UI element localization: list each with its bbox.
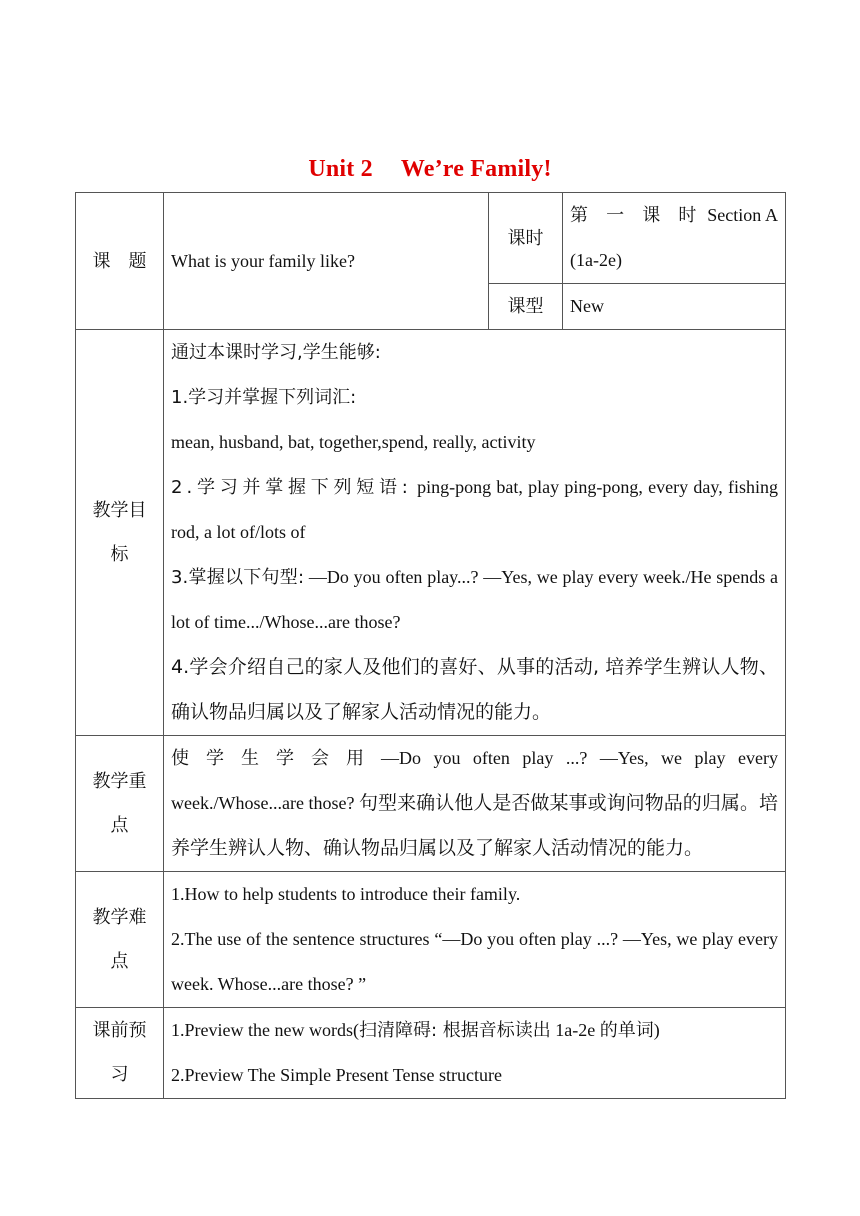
objectives-item-1: 1.学习并掌握下列词汇: [171, 387, 357, 408]
objectives-label-line1: 教学目 [92, 499, 147, 521]
key-points-content-cell [164, 736, 786, 872]
period-value-en: Section A (1a-2e) [570, 205, 778, 270]
preview-label-cell [76, 1008, 164, 1099]
preview-item-1: 1.Preview the new words(扫清障碍: 根据音标读出 1a-2e 的单词) [171, 1020, 660, 1041]
preview-content-cell [164, 1008, 786, 1099]
key-points-label-line2: 点 [110, 814, 129, 836]
objectives-item-1-words: mean, husband, bat, together,spend, really, activity [171, 432, 536, 452]
key-points-label-cell [76, 736, 164, 872]
difficulties-label-cell [76, 872, 164, 1008]
difficulties-label-line1: 教学难 [92, 906, 147, 928]
preview-label-line1: 课前预 [92, 1020, 147, 1041]
objectives-item-2: 2.学习并掌握下列短语: ping-pong bat, play ping-pong, every day, fishing rod, a lot of/lots of [171, 477, 779, 542]
preview-row [76, 1008, 786, 1099]
type-label-cell [489, 284, 563, 330]
difficulties-item-2: 2.The use of the sentence structures “—Do you often play ...? —Yes, we play every week. Whose...are those? ” [171, 929, 778, 994]
difficulties-row [76, 872, 786, 1008]
key-points-text: 使学生学会用—Do you often play ...? —Yes, we play every week./Whose...are those? 句型来确认他人是否做某事或询问物品的归属。培养学生辨认人物、确认物品归属以及了解家人活动情况的能力。 [171, 748, 778, 859]
objectives-item-4: 4.学会介绍自己的家人及他们的喜好、从事的活动, 培养学生辨认人物、确认物品归属以及了解家人活动情况的能力。 [171, 656, 778, 723]
key-points-label-line1: 教学重 [92, 770, 147, 792]
unit-name: We’re Family! [400, 156, 552, 182]
preview-item-2: 2.Preview The Simple Present Tense structure [171, 1065, 503, 1085]
unit-label: Unit 2 [308, 156, 373, 182]
type-value-cell [563, 284, 786, 330]
period-value-cell [563, 193, 786, 284]
difficulties-label-line2: 点 [110, 950, 129, 972]
difficulties-item-1: 1.How to help students to introduce their family. [171, 884, 521, 904]
lesson-plan-table [75, 192, 786, 1099]
period-label-cell [489, 193, 563, 284]
topic-value-cell [164, 193, 489, 330]
topic-label: 课 题 [92, 250, 147, 272]
objectives-label-line2: 标 [110, 543, 129, 565]
objectives-content-cell [164, 330, 786, 736]
difficulties-content-cell [164, 872, 786, 1008]
topic-label-cell [76, 193, 164, 330]
objectives-label-cell [76, 330, 164, 736]
preview-label-line2: 习 [110, 1064, 129, 1085]
document-title [0, 156, 860, 183]
period-label: 课时 [507, 227, 544, 249]
objectives-intro: 通过本课时学习,学生能够: [171, 342, 381, 363]
objectives-row [76, 330, 786, 736]
header-row-1 [76, 193, 786, 284]
type-value: New [570, 296, 604, 316]
type-label: 课型 [507, 296, 544, 317]
period-value-zh: 第 一 课 时 [570, 205, 703, 226]
objectives-item-3: 3.掌握以下句型: —Do you often play...? —Yes, we play every week./He spends a lot of time.../Whose...are those? [171, 567, 778, 632]
key-points-row [76, 736, 786, 872]
topic-value: What is your family like? [171, 250, 355, 271]
